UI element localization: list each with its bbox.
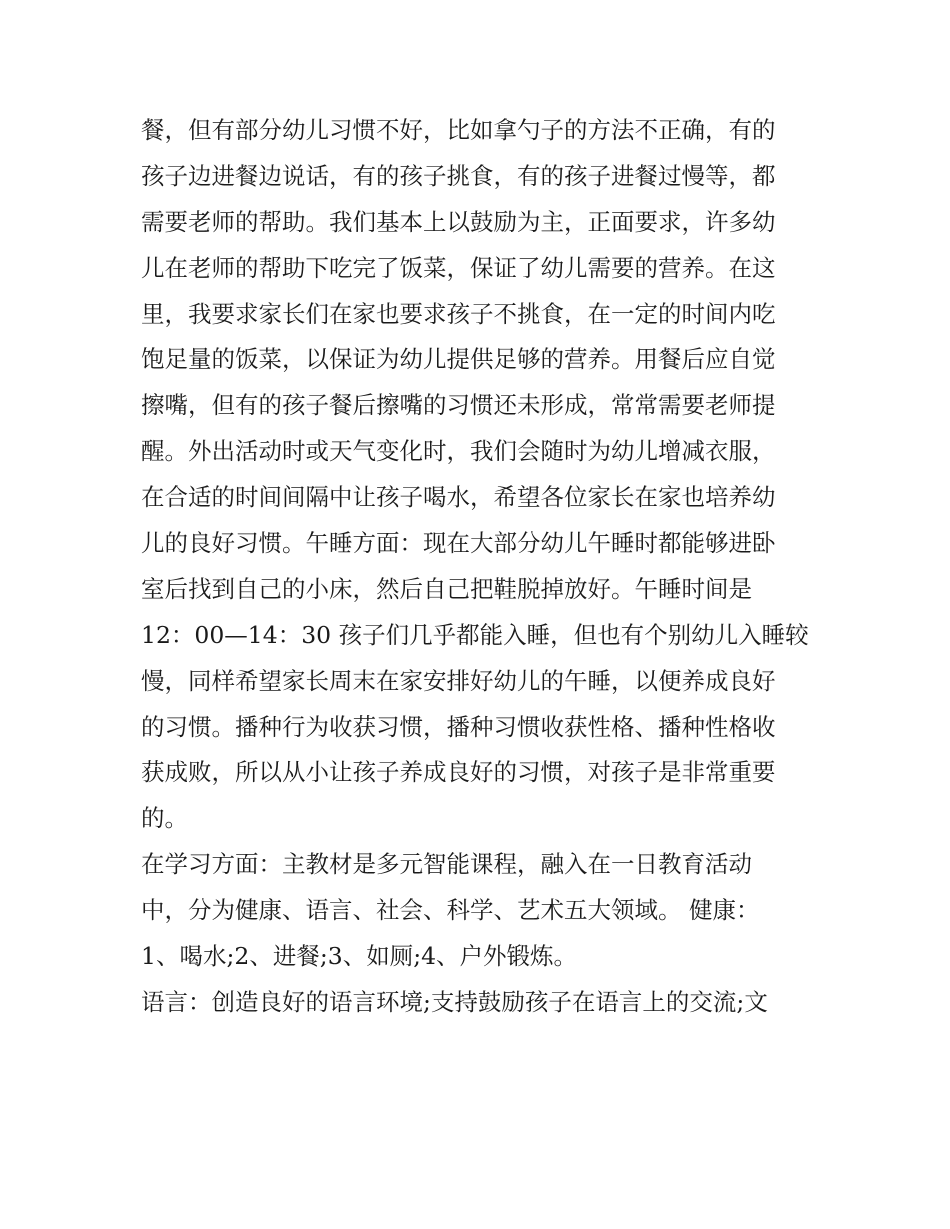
text-line: 的。	[141, 804, 188, 833]
text-line: 里，我要求家长们在家也要求孩子不挑食，在一定的时间内吃	[141, 299, 776, 328]
text-line: 孩子边进餐边说话，有的孩子挑食，有的孩子进餐过慢等，都	[141, 161, 776, 190]
text-line: 室后找到自己的小床，然后自己把鞋脱掉放好。午睡时间是	[141, 574, 752, 603]
text-line: 擦嘴，但有的孩子餐后擦嘴的习惯还未形成，常常需要老师提	[141, 391, 776, 420]
text-line: 需要老师的帮助。我们基本上以鼓励为主，正面要求，许多幼	[141, 207, 776, 236]
text-line: 12：00—14：30 孩子们几乎都能入睡，但也有个别幼儿入睡较	[141, 620, 809, 649]
text-line: 语言：创造良好的语言环境;支持鼓励孩子在语言上的交流;文	[141, 987, 768, 1016]
text-line: 的习惯。播种行为收获习惯，播种习惯收获性格、播种性格收	[141, 712, 776, 741]
text-line: 醒。外出活动时或天气变化时，我们会随时为幼儿增减衣服，	[141, 437, 776, 466]
text-line: 获成败，所以从小让孩子养成良好的习惯，对孩子是非常重要	[141, 758, 776, 787]
text-line: 餐，但有部分幼儿习惯不好，比如拿勺子的方法不正确，有的	[141, 116, 776, 144]
text-line: 在学习方面：主教材是多元智能课程，融入在一日教育活动	[141, 850, 752, 879]
text-line: 在合适的时间间隔中让孩子喝水，希望各位家长在家也培养幼	[141, 483, 776, 512]
body-text	[141, 108, 821, 1026]
text-line: 中，分为健康、语言、社会、科学、艺术五大领域。 健康：	[141, 896, 760, 925]
text-line: 儿的良好习惯。午睡方面：现在大部分幼儿午睡时都能够进卧	[141, 529, 776, 558]
text-line: 儿在老师的帮助下吃完了饭菜，保证了幼儿需要的营养。在这	[141, 253, 776, 282]
text-line: 慢，同样希望家长周末在家安排好幼儿的午睡，以便养成良好	[141, 666, 776, 695]
text-line: 饱足量的饭菜，以保证为幼儿提供足够的营养。用餐后应自觉	[141, 345, 776, 374]
text-line: 1、喝水;2、进餐;3、如厕;4、户外锻炼。	[141, 942, 578, 971]
